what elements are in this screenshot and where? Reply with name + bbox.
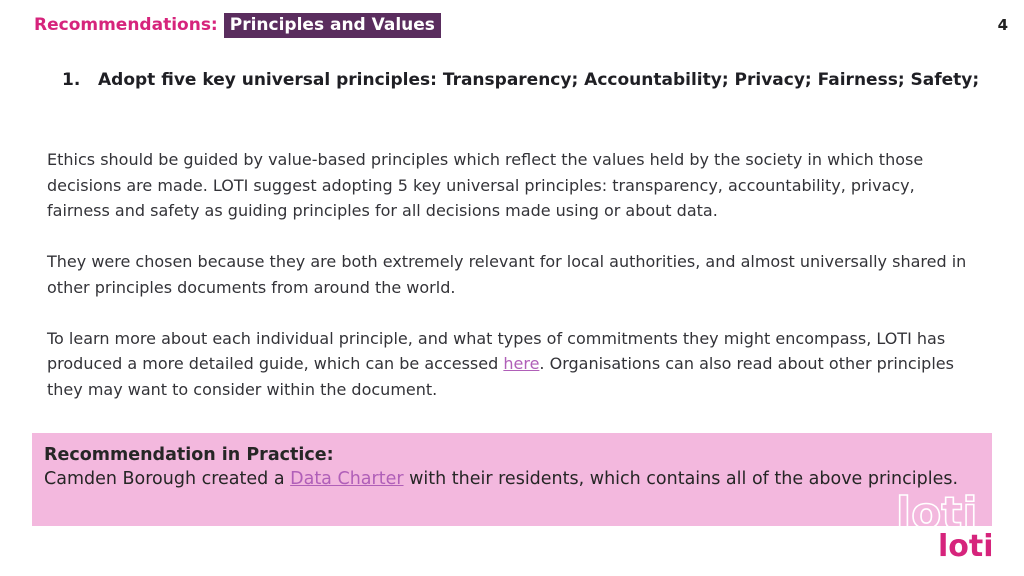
heading-number: 1. xyxy=(62,70,81,90)
data-charter-link[interactable]: Data Charter xyxy=(290,469,404,489)
heading-text: Adopt five key universal principles: Transparency; Accountability; Privacy; Fairness; Safety; xyxy=(98,70,980,90)
recommendation-heading xyxy=(62,66,992,95)
paragraph-learn-more-start: To learn more about each individual principle, and what types of commitments they might encompass, LOTI has produced a more detailed guide, which can be accessed xyxy=(47,328,946,373)
paragraph-learn-more-end: . Organisations can also read about other principles they may want to consider within the document. xyxy=(47,354,954,399)
loti-logo-wordmark: loti xyxy=(938,529,994,564)
page-number: 4 xyxy=(997,16,1008,34)
here-link[interactable]: here xyxy=(503,354,540,373)
slide-header xyxy=(34,12,441,38)
section-label: Recommendations: xyxy=(34,15,218,35)
section-title-chip: Principles and Values xyxy=(224,13,441,38)
practice-text-start: Camden Borough created a xyxy=(44,469,291,489)
practice-callout xyxy=(32,433,992,526)
practice-text xyxy=(44,467,980,491)
practice-title: Recommendation in Practice: xyxy=(44,445,334,465)
loti-logo-outline: loti xyxy=(896,488,978,539)
body-text xyxy=(47,147,967,402)
loti-logo xyxy=(892,484,1012,564)
practice-text-end: with their residents, which contains all of the above principles. xyxy=(403,469,959,489)
paragraph-learn-more xyxy=(47,326,967,403)
paragraph-reasoning: They were chosen because they are both extremely relevant for local authorities, and almost universally shared in other principles documents from around the world. xyxy=(47,252,967,297)
paragraph-ethics: Ethics should be guided by value-based principles which reflect the values held by the society in which those decisions are made. LOTI suggest adopting 5 key universal principles: transparency, accountability, privacy, fairness and safety as guiding principles for all decisions made using or about data. xyxy=(47,150,924,220)
